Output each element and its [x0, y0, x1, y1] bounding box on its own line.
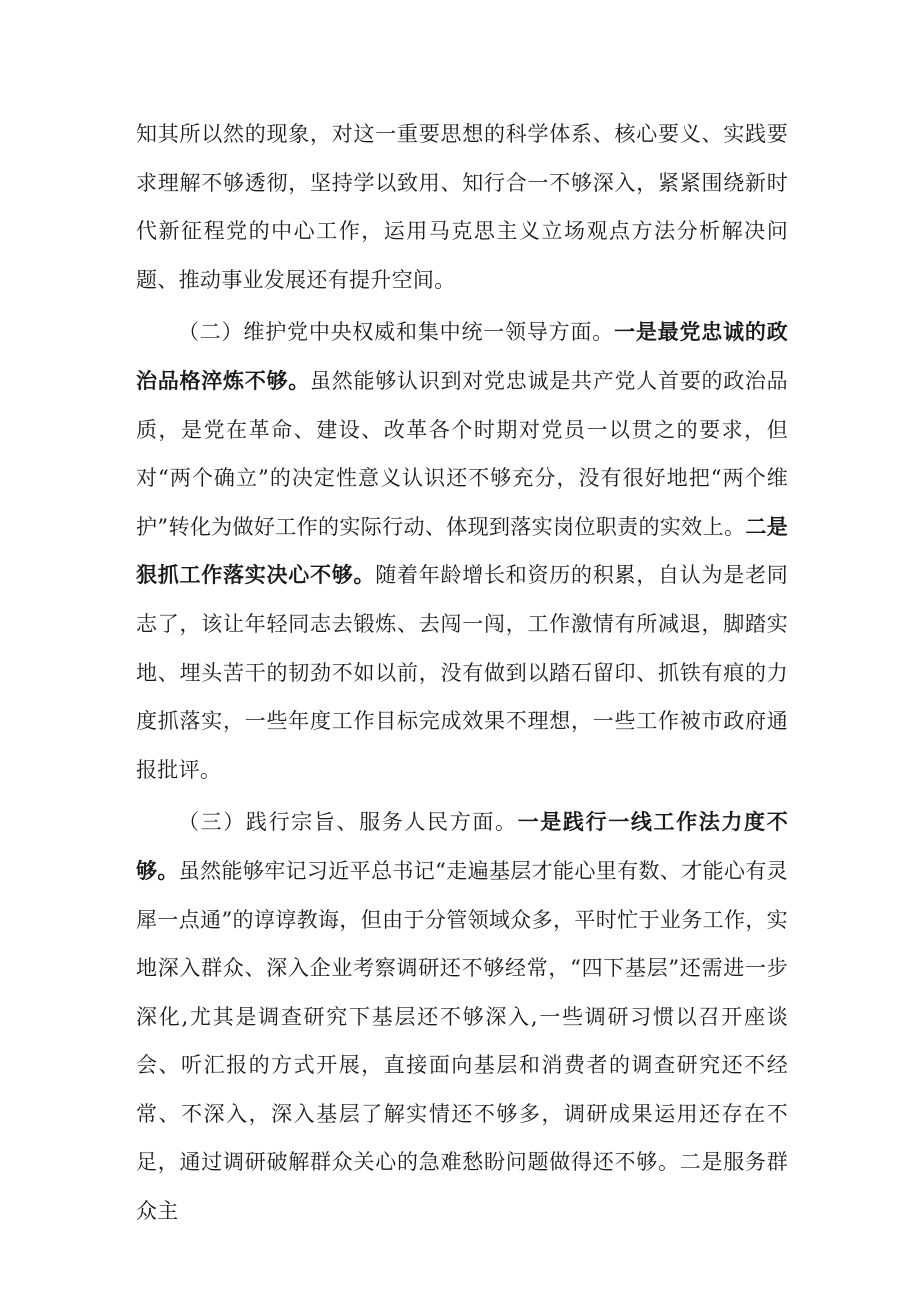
paragraph-1 [136, 110, 788, 304]
paragraph-text: 虽然能够认识到对党忠诚是共产党人首要的政治品质，是党在革命、建设、改革各个时期对党员一以贯之的要求，但对“两个确立”的决定性意义认识还不够充分，没有很好地把“两个维护”转化为做好工作的实际行动、体现到落实岗位职责的实效上。 [136, 368, 788, 539]
bold-point-implementation: 二是狠抓工作落实决心不够。 [136, 513, 788, 588]
paragraph-2-party-leadership [136, 308, 788, 794]
paragraph-text: 随着年龄增长和资历的积累，自认为是老同志了，该让年轻同志去锻炼、去闯一闯，工作激情有所减退，脚踏实地、埋头苦干的韧劲不如以前，没有做到以踏石留印、抓铁有痕的力度抓落实，一些年度工作目标完成效果不理想，一些工作被市政府通报批评。 [136, 563, 788, 782]
section-heading-three: （三）践行宗旨、服务人民方面。 [178, 810, 518, 835]
paragraph-text: 虽然能够牢记习近平总书记“走遍基层才能心里有数、才能心有灵犀一点通”的谆谆教诲，但由于分管领域众多，平时忙于业务工作，实地深入群众、深入企业考察调研还不够经常，“四下基层”还需进一步深化,尤其是调查研究下基层还不够深入,一些调研习惯以召开座谈会、听汇报的方式开展，直接面向基层和消费者的调查研究还不经常、不深入，深入基层了解实情还不够多，调研成果运用还存在不足，通过调研破解群众关心的急难愁盼问题做得还不够。二是服务群众主 [136, 858, 788, 1224]
paragraph-text: 知其所以然的现象，对这一重要思想的科学体系、核心要义、实践要求理解不够透彻，坚持学以致用、知行合一不够深入，紧紧围绕新时代新征程党的中心工作，运用马克思主义立场观点方法分析解决问题、推动事业发展还有提升空间。 [136, 122, 788, 292]
section-heading-two: （二）维护党中央权威和集中统一领导方面。 [178, 320, 615, 345]
bold-point-loyalty: 一是最党忠诚的政治品格淬炼不够。 [136, 319, 789, 393]
paragraph-3-serve-people [136, 798, 788, 1235]
document-body [136, 110, 788, 1236]
bold-point-frontline-work: 一是践行一线工作法力度不够。 [136, 809, 789, 883]
